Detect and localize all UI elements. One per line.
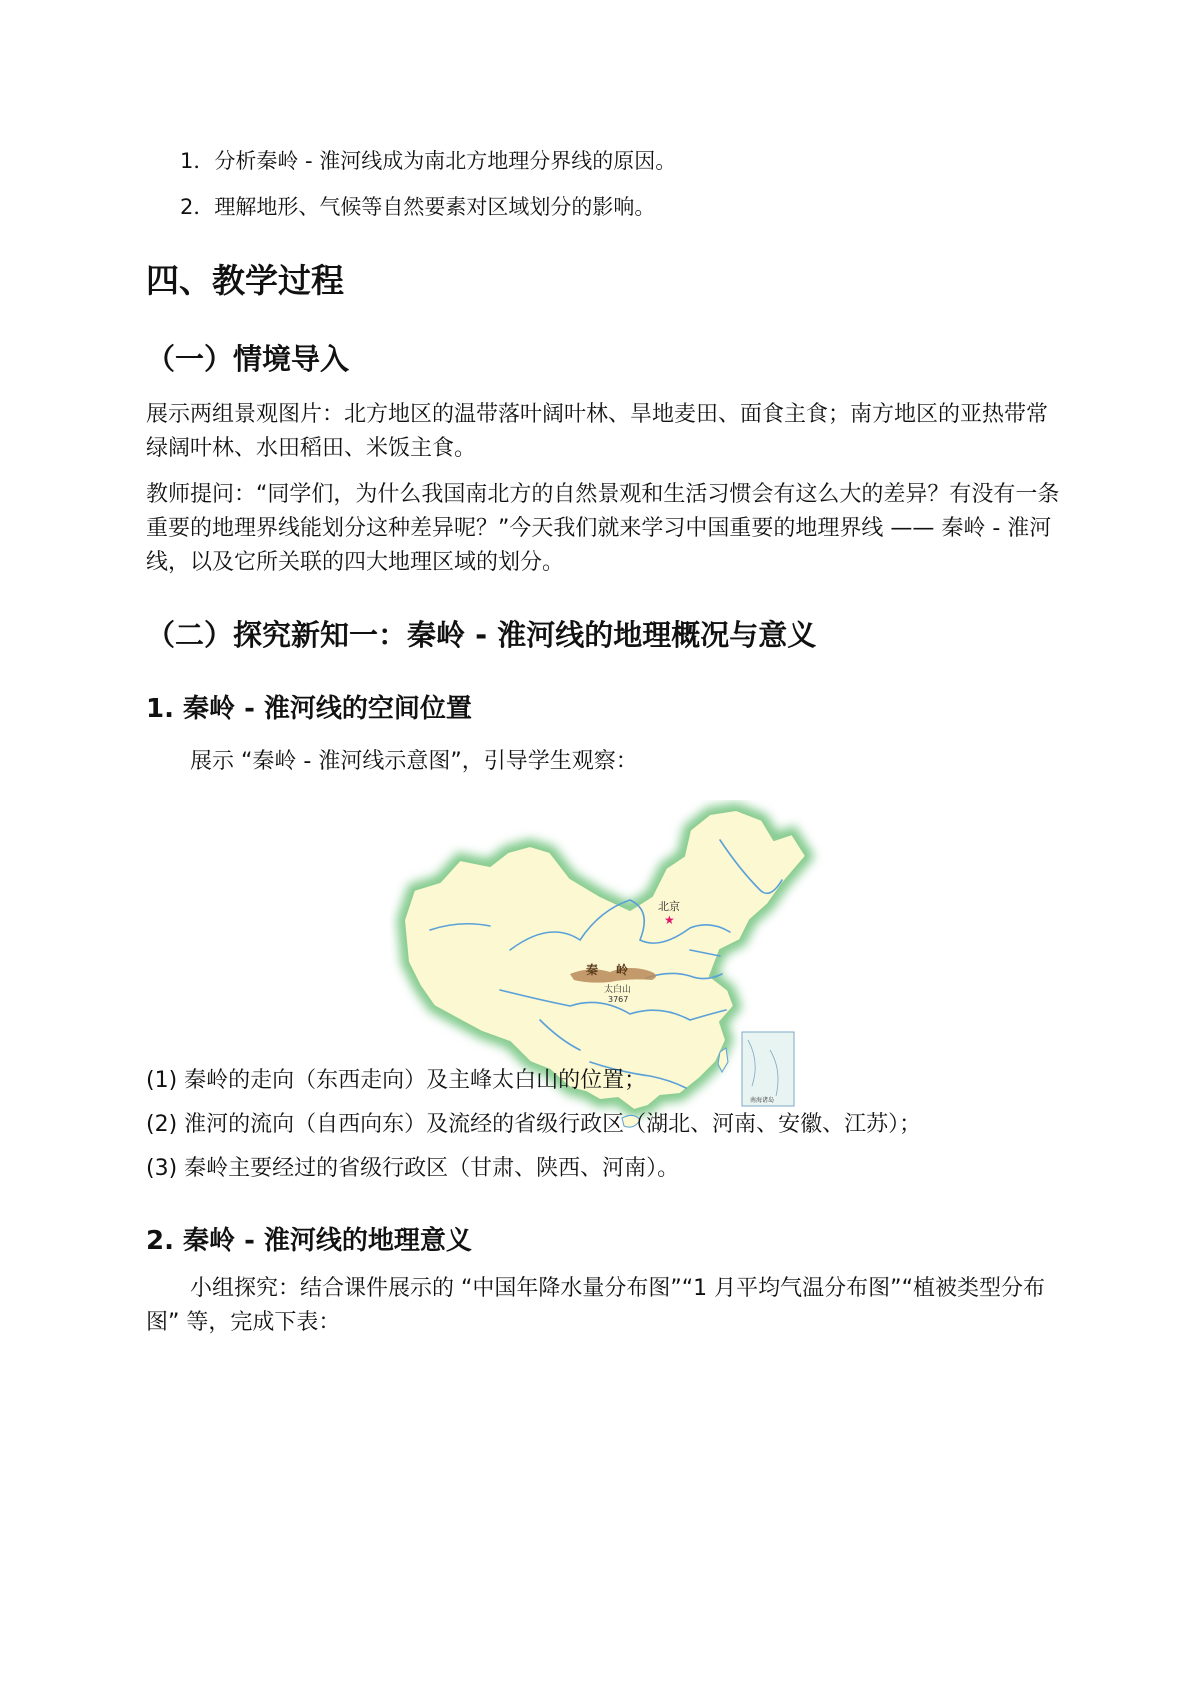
beijing-label: 北京	[658, 900, 680, 913]
qinling-label-2: 岭	[616, 963, 629, 977]
part2-title: （二）探究新知一：秦岭 - 淮河线的地理概况与意义	[146, 618, 817, 652]
part1-paragraph-1: 展示两组景观图片：北方地区的温带落叶阔叶林、旱地麦田、面食主食；南方地区的亚热带常绿阔叶林、水田稻田、米饭主食。	[146, 402, 1049, 461]
qinling-label-1: 秦	[586, 963, 599, 977]
taibai-elevation-label: 3767	[608, 995, 629, 1004]
objective-item-1: 1．分析秦岭 - 淮河线成为南北方地理分界线的原因。	[180, 149, 677, 173]
map-observation-item-3: (3) 秦岭主要经过的省级行政区（甘肃、陕西、河南）。	[146, 1156, 680, 1181]
sub1-title: 1. 秦岭 - 淮河线的空间位置	[146, 694, 472, 724]
sub2-paragraph: 小组探究：结合课件展示的 “中国年降水量分布图”“1 月平均气温分布图”“植被类型分布图” 等，完成下表：	[146, 1276, 1045, 1335]
taibai-mountain-label: 太白山	[604, 985, 632, 995]
objective-item-2: 2．理解地形、气候等自然要素对区域划分的影响。	[180, 195, 656, 219]
sub2-title: 2. 秦岭 - 淮河线的地理意义	[146, 1226, 472, 1256]
south-china-sea-inset	[742, 1032, 794, 1106]
capital-star-icon: ★	[664, 913, 675, 927]
map-observation-item-2: (2) 淮河的流向（自西向东）及流经的省级行政区（湖北、河南、安徽、江苏）；	[146, 1112, 922, 1137]
sub1-intro: 展示 “秦岭 - 淮河线示意图”，引导学生观察：	[190, 749, 638, 774]
inset-label: 南海诸岛	[750, 1097, 775, 1104]
part1-title: （一）情境导入	[146, 342, 350, 376]
map-observation-item-1: (1) 秦岭的走向（东西走向）及主峰太白山的位置；	[146, 1068, 647, 1093]
part1-paragraph-2: 教师提问：“同学们，为什么我国南北方的自然景观和生活习惯会有这么大的差异？有没有一条重要的地理界线能划分这种差异呢？”今天我们就来学习中国重要的地理界线 —— 秦岭 - 淮河线，以及它所关联的四大地理区域的划分。	[146, 482, 1060, 575]
section-title: 四、教学过程	[146, 261, 344, 300]
